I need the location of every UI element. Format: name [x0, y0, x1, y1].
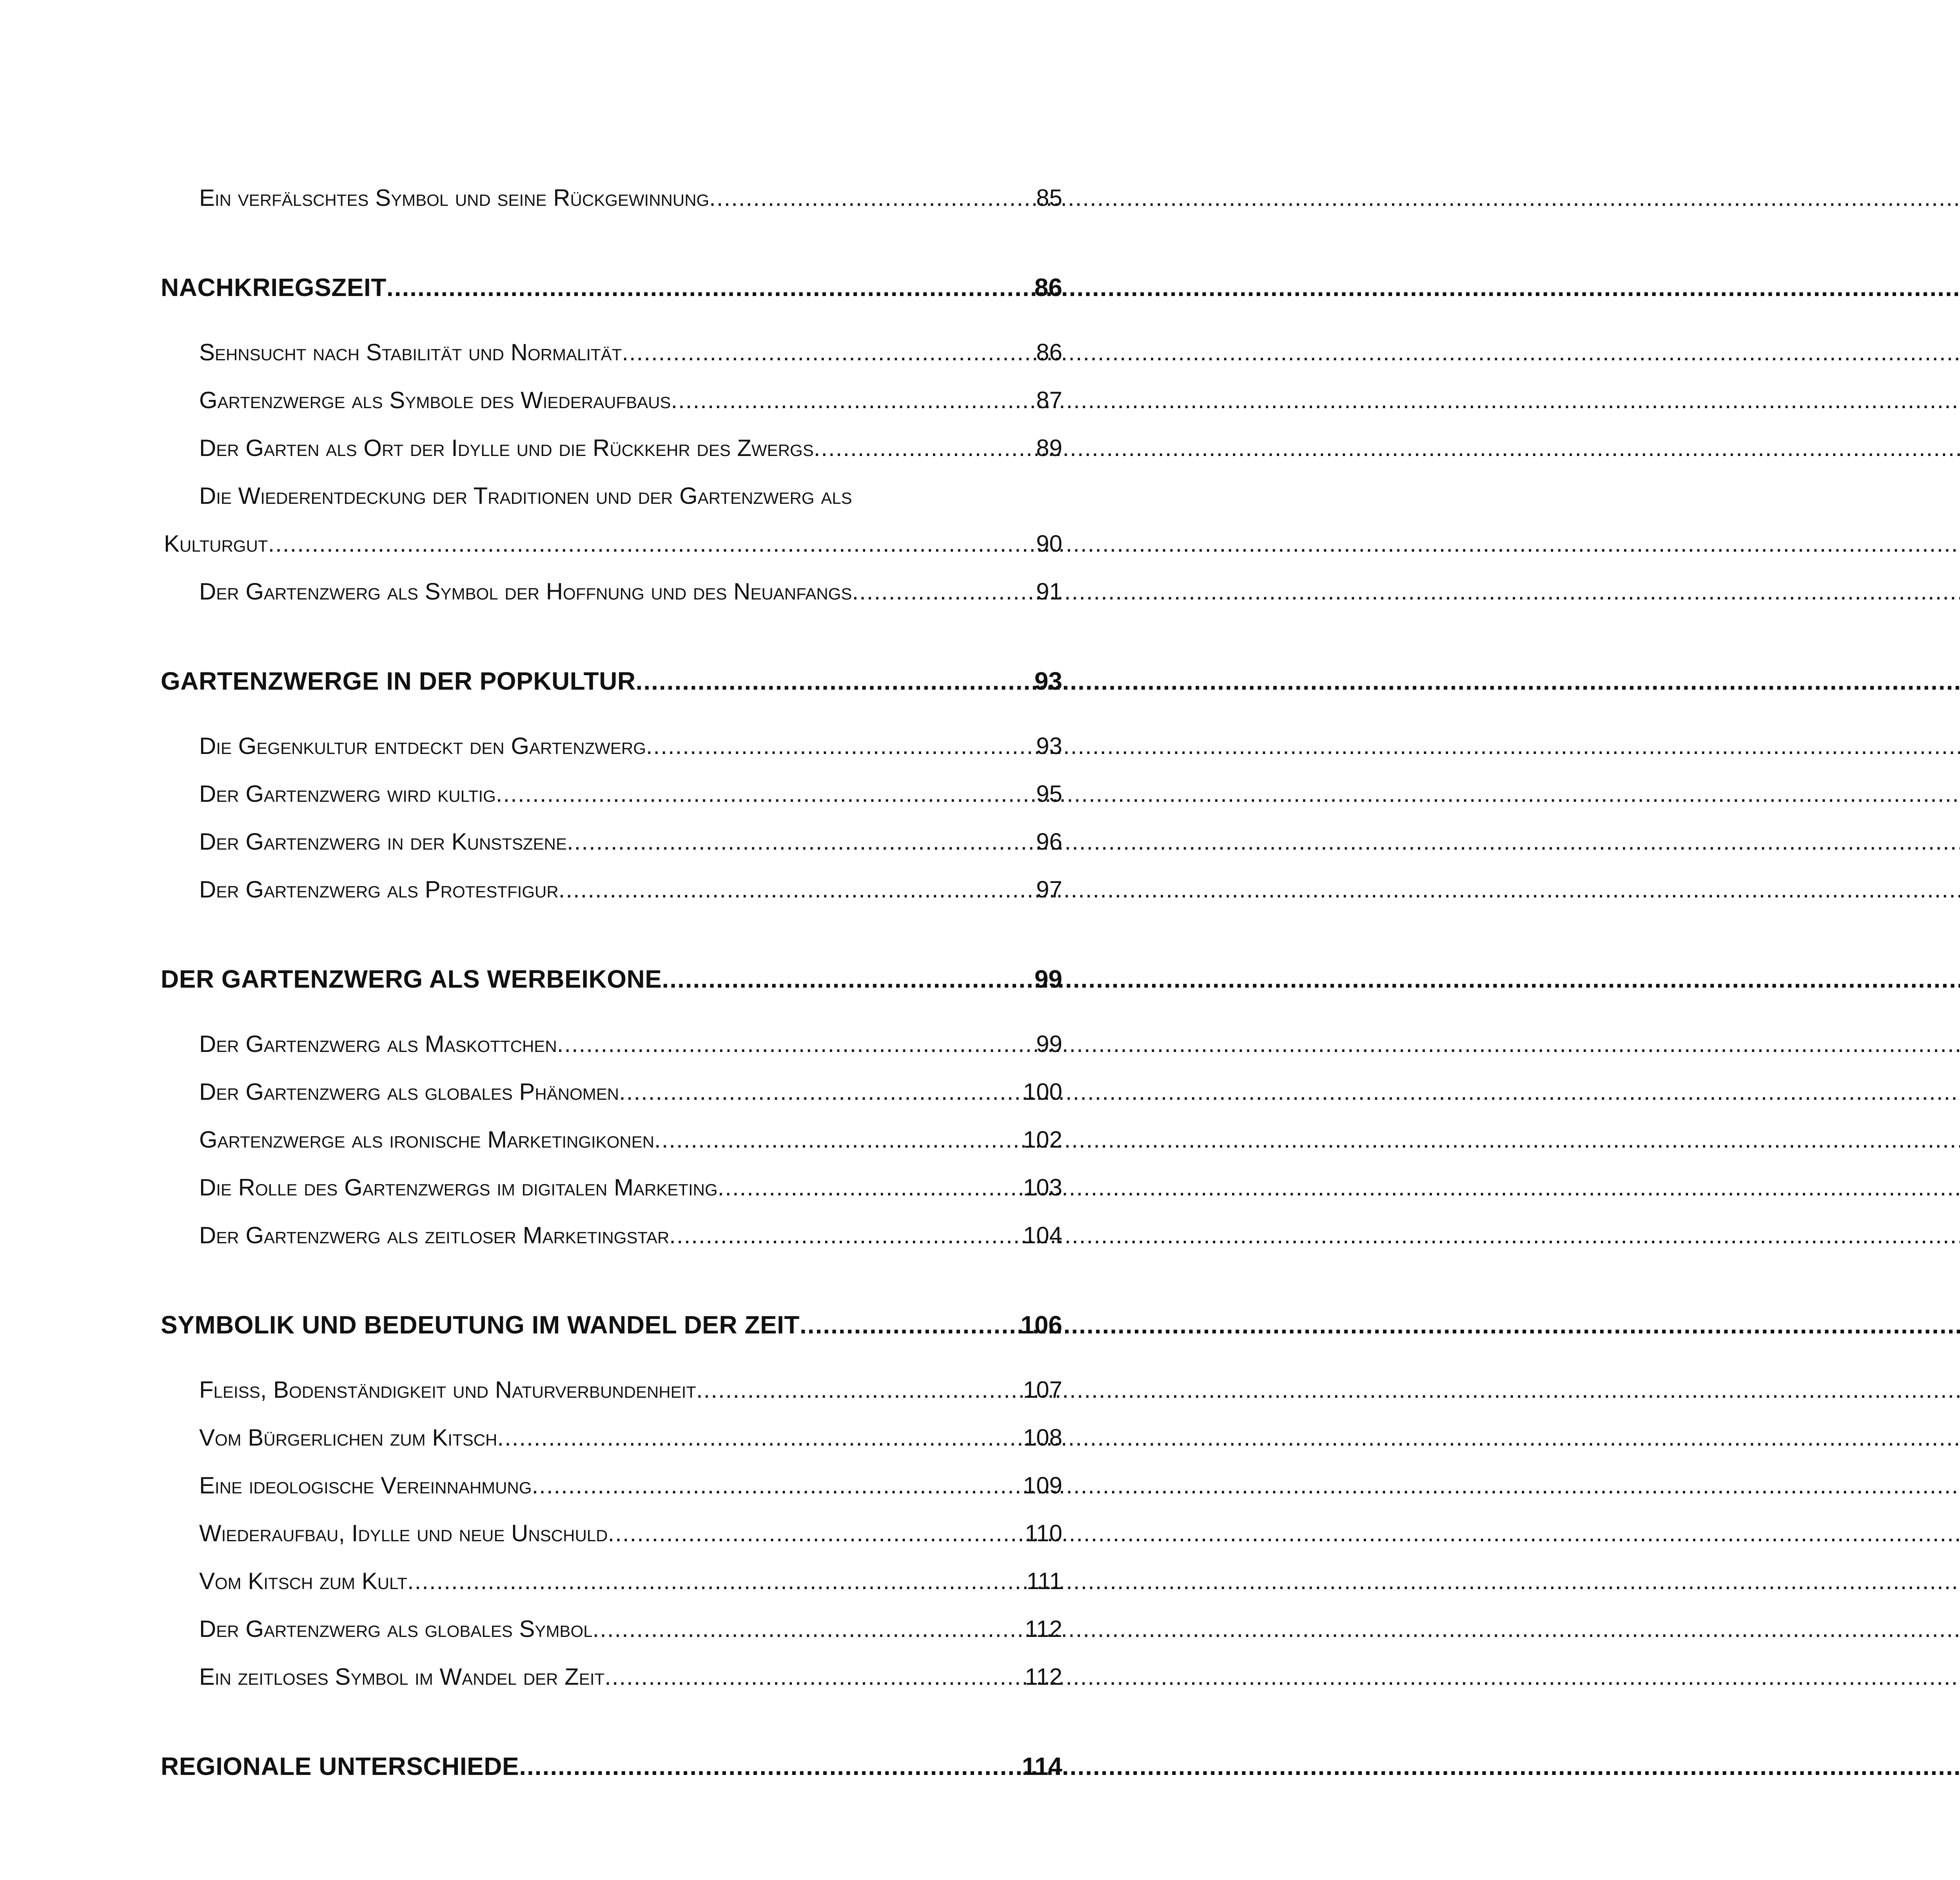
toc-chapter-title: GARTENZWERGE IN DER POPKULTUR [161, 667, 636, 695]
toc-section-entry[interactable] [199, 1080, 1062, 1128]
toc-section-entry[interactable] [199, 436, 1062, 484]
toc-page-number: 95 [1036, 781, 1062, 807]
dot-leader [496, 782, 1034, 806]
toc-section-title: Die Gegenkultur entdeckt den Gartenzwerg [199, 733, 646, 759]
toc-section-title: Der Gartenzwerg als Maskottchen [199, 1031, 557, 1057]
dot-leader [696, 1378, 1022, 1402]
toc-section-title: Der Gartenzwerg als globales Symbol [199, 1616, 593, 1642]
toc-section-title: Die Rolle des Gartenzwergs im digitalen Marketing [199, 1174, 718, 1201]
dot-leader [669, 1224, 1022, 1247]
toc-page-number: 108 [1023, 1424, 1062, 1451]
toc-section-entry[interactable] [199, 734, 1062, 782]
toc-page-number: 112 [1025, 1616, 1062, 1642]
toc-page-number: 99 [1034, 965, 1062, 993]
toc-section-entry[interactable] [199, 1128, 1062, 1176]
toc-page-number: 86 [1036, 339, 1062, 365]
dot-leader [671, 389, 1034, 412]
toc-section-entry[interactable] [199, 1032, 1062, 1080]
toc-page-number: 102 [1023, 1126, 1062, 1153]
toc-page-number: 86 [1034, 273, 1062, 302]
toc-chapter-entry[interactable] [161, 668, 1062, 694]
toc-section-title: Der Gartenzwerg als zeitloser Marketingstar [199, 1222, 670, 1248]
dot-leader [497, 1426, 1021, 1450]
toc-section-title-continued: Kulturgut [164, 530, 268, 557]
toc-page-number: 104 [1023, 1222, 1062, 1248]
dot-leader [619, 1080, 1022, 1104]
toc-section-title: Der Gartenzwerg wird kultig [199, 781, 496, 807]
toc-page-number: 111 [1026, 1568, 1062, 1594]
toc-page-number: 103 [1023, 1174, 1062, 1201]
dot-leader [604, 1665, 1023, 1689]
dot-leader [387, 275, 1033, 300]
dot-leader [268, 532, 1035, 556]
toc-section-entry[interactable] [199, 1176, 1062, 1224]
toc-chapter-title: NACHKRIEGSZEIT [161, 273, 387, 302]
toc-page-number: 93 [1036, 733, 1062, 759]
toc-page-number: 99 [1036, 1031, 1062, 1057]
toc-section-entry[interactable] [199, 878, 1062, 926]
dot-leader [852, 580, 1034, 603]
toc-section-title: Wiederaufbau, Idylle und neue Unschuld [199, 1520, 608, 1546]
toc-section-entry[interactable] [199, 1522, 1062, 1569]
dot-leader [622, 341, 1034, 364]
toc-page-number: 85 [1036, 185, 1062, 211]
toc-section-entry[interactable] [199, 1426, 1062, 1474]
toc-page-number: 93 [1034, 667, 1062, 695]
toc-section-entry[interactable] [199, 580, 1062, 628]
dot-leader [654, 1128, 1022, 1152]
toc-chapter-title: REGIONALE UNTERSCHIEDE [161, 1752, 519, 1780]
toc-page-number: 90 [1036, 530, 1062, 557]
toc-page-number: 96 [1036, 828, 1062, 855]
dot-leader [532, 1474, 1021, 1497]
toc-section-entry[interactable] [199, 830, 1062, 878]
toc-page-number: 114 [1022, 1752, 1062, 1780]
toc-section-title: Vom Bürgerlichen zum Kitsch [199, 1424, 497, 1451]
toc-section-entry[interactable] [199, 1474, 1062, 1522]
toc-chapter-entry[interactable] [161, 1312, 1062, 1337]
toc-page-number: 97 [1036, 876, 1062, 903]
toc-section-title: Eine ideologische Vereinnahmung [199, 1472, 532, 1499]
toc-page-number: 107 [1023, 1377, 1062, 1403]
toc-section-title: Der Garten als Ort der Idylle und die Rückkehr des Zwergs [199, 435, 814, 461]
dot-leader [814, 436, 1035, 460]
toc-section-entry[interactable] [199, 341, 1062, 389]
dot-leader [662, 966, 1033, 992]
toc-section-entry[interactable] [199, 1378, 1062, 1426]
toc-page-number: 106 [1020, 1311, 1062, 1339]
dot-leader [709, 186, 1034, 210]
toc-section-title: Der Gartenzwerg als globales Phänomen [199, 1079, 619, 1105]
dot-leader [800, 1312, 1019, 1337]
toc-section-title: Der Gartenzwerg als Symbol der Hoffnung und des Neuanfangs [199, 578, 852, 605]
toc-section-title: Fleiß, Bodenständigkeit und Naturverbundenheit [199, 1377, 696, 1403]
toc-page-number: 112 [1025, 1664, 1062, 1690]
toc-section-title: Die Wiederentdeckung der Traditionen und der Gartenzwerg als [199, 483, 852, 509]
toc-section-title: Vom Kitsch zum Kult [199, 1568, 407, 1594]
dot-leader [646, 734, 1034, 758]
toc-section-title: Gartenzwerge als ironische Marketingikonen [199, 1126, 655, 1153]
toc-chapter-entry[interactable] [161, 1754, 1062, 1779]
toc-page-number: 110 [1025, 1520, 1062, 1546]
toc-section-entry[interactable] [199, 1224, 1062, 1271]
dot-leader [559, 878, 1035, 901]
toc-page-number: 91 [1036, 578, 1062, 605]
dot-leader [636, 668, 1033, 694]
toc-section-entry[interactable] [199, 389, 1062, 436]
toc-section-title: Der Gartenzwerg als Protestfigur [199, 876, 559, 903]
toc-page-number: 100 [1023, 1079, 1062, 1105]
toc-section-title: Gartenzwerge als Symbole des Wiederaufbaus [199, 387, 671, 413]
toc-section-entry[interactable] [199, 782, 1062, 830]
toc-chapter-entry[interactable] [161, 275, 1062, 300]
toc-page-number: 89 [1036, 435, 1062, 461]
dot-leader [519, 1754, 1020, 1779]
toc-page-number: 109 [1023, 1472, 1062, 1499]
dot-leader [407, 1569, 1025, 1593]
toc-section-entry[interactable] [164, 483, 1062, 580]
dot-leader [567, 830, 1034, 854]
toc-section-title: Sehnsucht nach Stabilität und Normalität [199, 339, 622, 365]
toc-section-title: Ein verfälschtes Symbol und seine Rückgewinnung [199, 185, 710, 211]
toc-section-title: Ein zeitloses Symbol im Wandel der Zeit [199, 1664, 605, 1690]
toc-section-entry[interactable] [199, 1617, 1062, 1665]
dot-leader [608, 1522, 1023, 1545]
toc-chapter-entry[interactable] [161, 966, 1062, 992]
toc-chapter-title: DER GARTENZWERG ALS WERBEIKONE [161, 965, 662, 993]
toc-chapter-title: SYMBOLIK UND BEDEUTUNG IM WANDEL DER ZEIT [161, 1311, 800, 1339]
table-of-contents [161, 186, 1062, 1820]
dot-leader [718, 1176, 1022, 1199]
toc-section-entry[interactable] [199, 1569, 1062, 1617]
toc-section-entry[interactable] [199, 186, 1062, 234]
toc-section-entry[interactable] [199, 1665, 1062, 1713]
dot-leader [592, 1617, 1023, 1641]
toc-section-title: Der Gartenzwerg in der Kunstszene [199, 828, 567, 855]
toc-page-number: 87 [1036, 387, 1062, 413]
dot-leader [557, 1032, 1035, 1056]
